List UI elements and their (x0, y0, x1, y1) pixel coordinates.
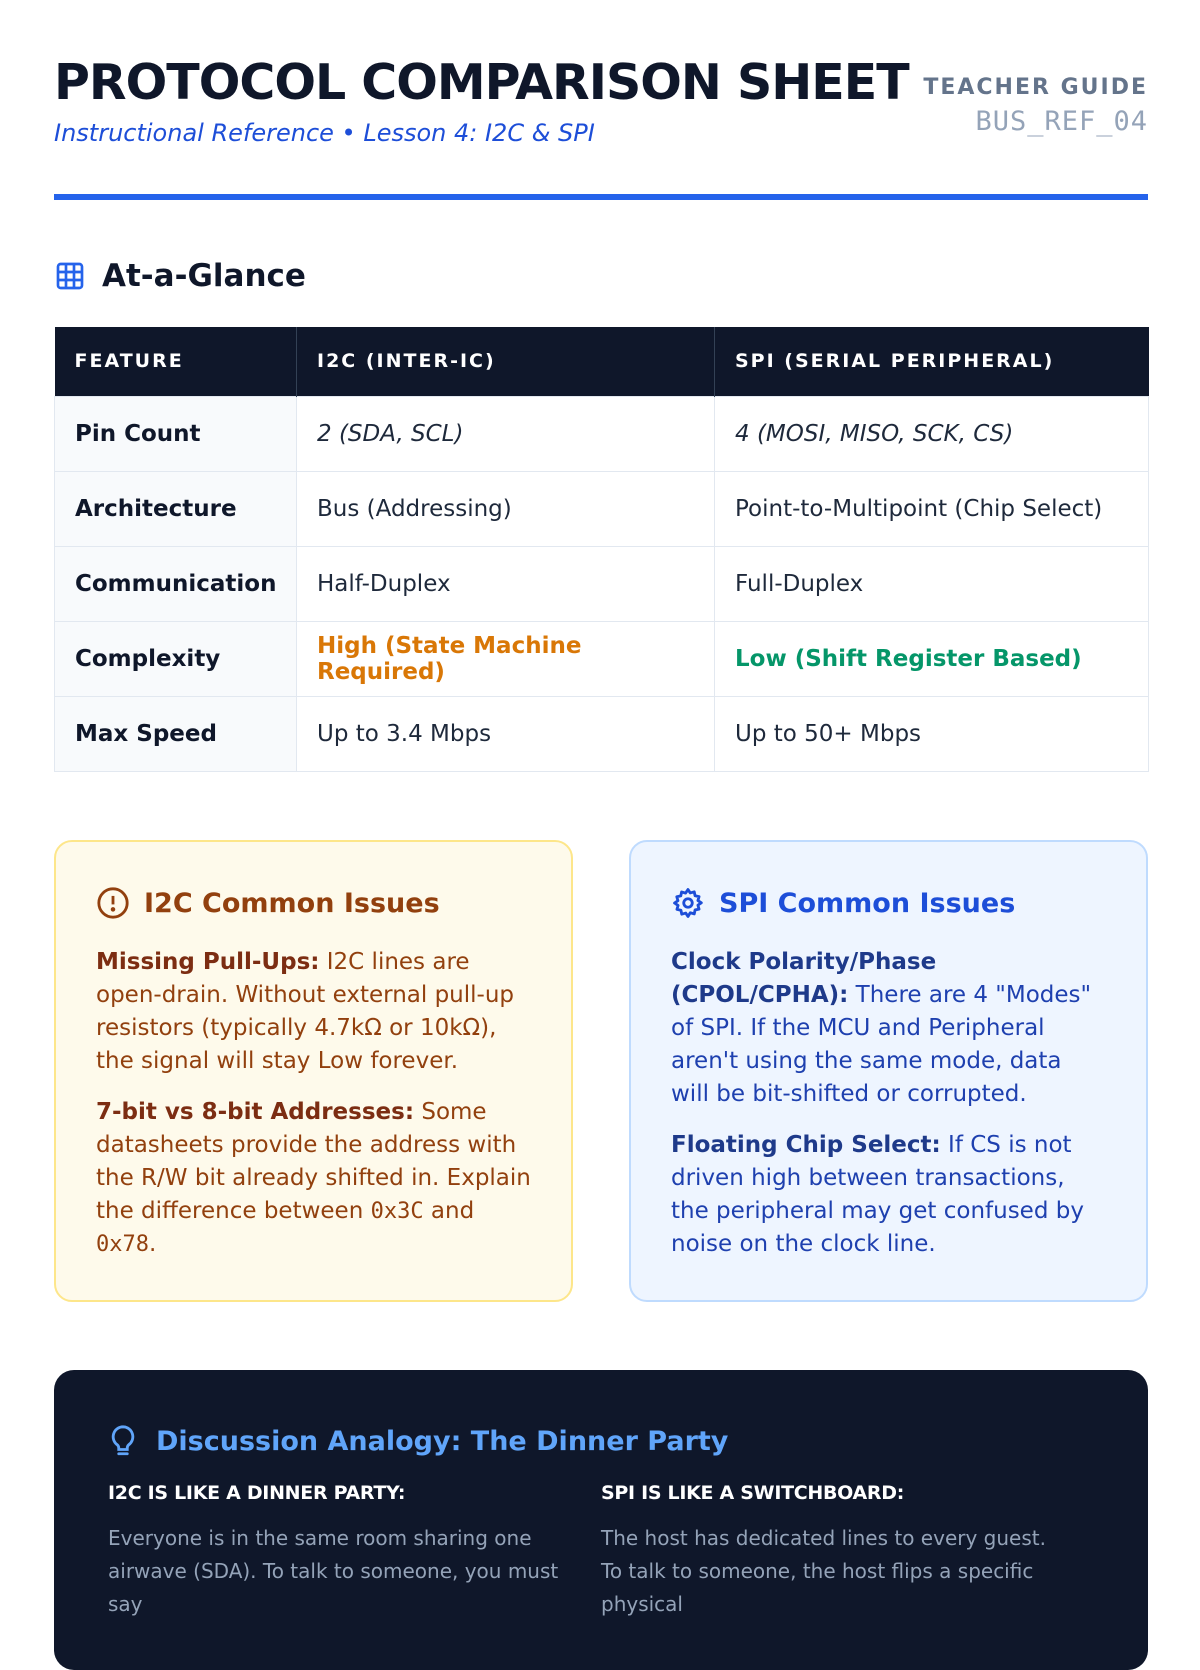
i2c-cell: High (State Machine Required) (297, 621, 715, 696)
analogy-text: The host has dedicated lines to every guest. To talk to someone, the host flips a specific physical (601, 1526, 1046, 1616)
doc-badge (923, 75, 1148, 137)
code-snippet: 0x78 (96, 1232, 149, 1257)
feature-cell: Architecture (55, 471, 297, 546)
issue-text: There are 4 "Modes" of SPI. If the MCU and Peripheral aren't using the same mode, data will be bit-shifted or corrupted. (671, 982, 1092, 1107)
gear-icon (671, 886, 705, 920)
table-row (55, 621, 1149, 696)
feature-cell: Communication (55, 546, 297, 621)
issue-text: Some datasheets provide the address with the R/W bit already shifted in. Explain the difference between (96, 1099, 531, 1224)
spi-cell: Up to 50+ Mbps (715, 696, 1149, 771)
table-header-row (55, 327, 1149, 396)
issue-label: 7-bit vs 8-bit Addresses: (96, 1099, 415, 1125)
spi-cell: Low (Shift Register Based) (715, 621, 1149, 696)
alert-circle-icon (96, 886, 130, 920)
i2c-cell: Half-Duplex (297, 546, 715, 621)
i2c-analogy (108, 1482, 601, 1621)
table-row (55, 696, 1149, 771)
page-title: PROTOCOL COMPARISON SHEET (54, 54, 909, 111)
spi-cell: Point-to-Multipoint (Chip Select) (715, 471, 1149, 546)
table-row (55, 471, 1149, 546)
reference-code: BUS_REF_04 (975, 106, 1148, 137)
i2c-cell: Bus (Addressing) (297, 471, 715, 546)
reference-sheet (54, 0, 1148, 1616)
sheet-header (54, 0, 1148, 200)
spi-analogy (601, 1482, 1094, 1621)
issue-item (96, 946, 531, 1078)
table-row (55, 546, 1149, 621)
card-title: I2C Common Issues (144, 887, 440, 919)
issue-label: Clock Polarity/Phase (CPOL/CPHA): (671, 949, 937, 1008)
analogy-heading: SPI IS LIKE A SWITCHBOARD: (601, 1482, 905, 1504)
i2c-cell: 2 (SDA, SCL) (297, 396, 715, 471)
feature-cell: Max Speed (55, 696, 297, 771)
table-row (55, 396, 1149, 471)
comparison-table (54, 327, 1149, 772)
lightbulb-icon (108, 1424, 138, 1458)
page-subtitle: Instructional Reference • Lesson 4: I2C & SPI (54, 119, 595, 147)
issue-label: Missing Pull-Ups: (96, 949, 320, 975)
card-title: SPI Common Issues (719, 887, 1016, 919)
discussion-header (108, 1424, 1094, 1458)
issue-item (671, 1129, 1106, 1261)
feature-cell: Complexity (55, 621, 297, 696)
card-header (671, 886, 1106, 920)
table-icon (54, 260, 86, 292)
issue-text: and (423, 1198, 475, 1224)
issue-label: Floating Chip Select: (671, 1132, 941, 1158)
issue-text: I2C lines are open-drain. Without external pull-up resistors (typically 4.7kΩ or 10kΩ), the signal will stay Low forever. (96, 949, 515, 1074)
feature-cell: Pin Count (55, 396, 297, 471)
column-header-feature: FEATURE (55, 327, 297, 396)
header-divider (54, 194, 1148, 200)
issue-item (96, 1096, 531, 1261)
issue-item (671, 946, 1106, 1111)
card-header (96, 886, 531, 920)
issue-text: If CS is not driven high between transactions, the peripheral may get confused by noise on the clock line. (671, 1132, 1084, 1257)
analogy-heading: I2C IS LIKE A DINNER PARTY: (108, 1482, 406, 1504)
column-header-i2c: I2C (INTER-IC) (297, 327, 715, 396)
analogy-text: Everyone is in the same room sharing one airwave (SDA). To talk to someone, you must say (108, 1526, 559, 1616)
spi-issues-card (629, 840, 1148, 1302)
spi-cell: 4 (MOSI, MISO, SCK, CS) (715, 396, 1149, 471)
issue-text: . (148, 1231, 157, 1257)
guide-label: TEACHER GUIDE (923, 75, 1148, 100)
code-snippet: 0x3C (370, 1199, 424, 1224)
at-a-glance-heading (54, 258, 306, 294)
spi-cell: Full-Duplex (715, 546, 1149, 621)
section-title: At-a-Glance (102, 258, 306, 294)
i2c-cell: Up to 3.4 Mbps (297, 696, 715, 771)
column-header-spi: SPI (SERIAL PERIPHERAL) (715, 327, 1149, 396)
discussion-title: Discussion Analogy: The Dinner Party (156, 1425, 729, 1457)
i2c-issues-card (54, 840, 573, 1302)
discussion-columns (108, 1482, 1094, 1621)
discussion-panel (54, 1370, 1148, 1670)
